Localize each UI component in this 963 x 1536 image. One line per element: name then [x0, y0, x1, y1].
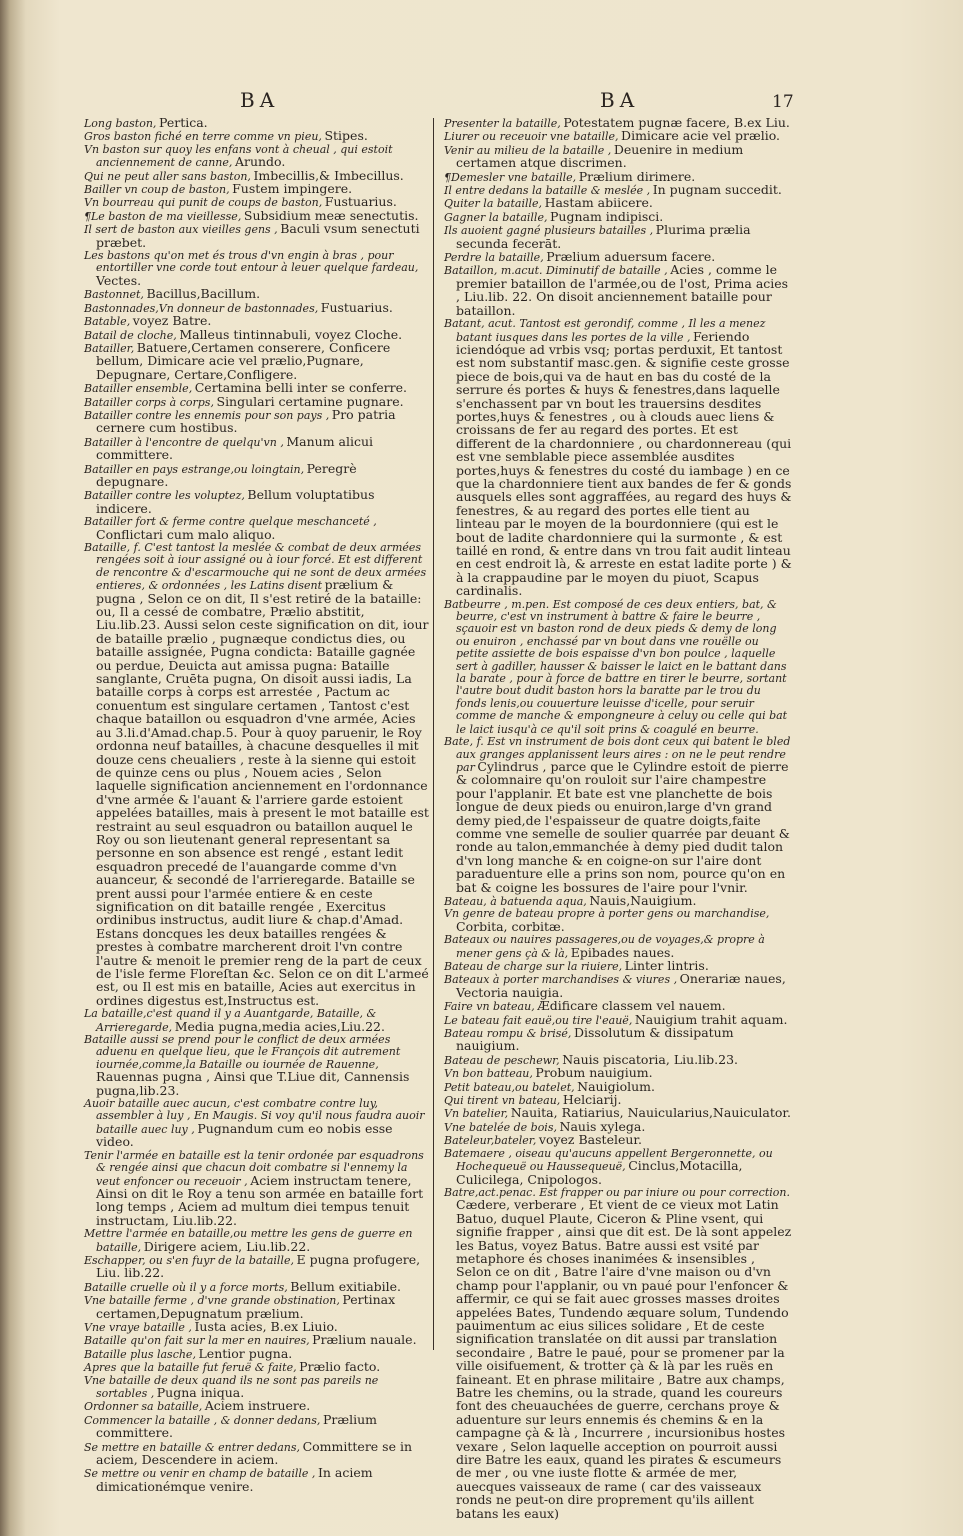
- entry-latin: Cinclus,Motacilla, Culicilega, Cnipologos.: [456, 1158, 743, 1187]
- dictionary-entry: [84, 1034, 429, 1098]
- entry-french: Quiter la bataille,: [444, 197, 543, 211]
- entry-latin: Prælium dirimere.: [578, 168, 696, 184]
- entry-latin: Batuere,Certamen conserere, Conficere bellum, Dimicare acie vel prælio,Pugnare, Depugnare, Certare,Confligere.: [96, 339, 391, 382]
- entry-french: Vn genre de bateau propre à porter gens ou marchandise,: [444, 907, 770, 921]
- entry-latin: Acies , comme le premier bataillon de l'armée,ou de l'ost, Prima acies , Liu.lib. 22. On disoit anciennement bataille pour bataillon.: [456, 262, 789, 318]
- dictionary-entry: [444, 141, 792, 171]
- entry-french: Liurer ou receuoir vne bataille,: [444, 130, 619, 144]
- entry-french: Bateau rompu & brisé,: [444, 1027, 572, 1041]
- entry-latin: Pugnam indipisci.: [550, 208, 664, 224]
- dictionary-entry: [84, 1150, 429, 1228]
- entry-latin: Nauis xylega.: [559, 1118, 646, 1134]
- dictionary-entry: [84, 1467, 429, 1494]
- entry-latin: Lentior pugna.: [198, 1345, 293, 1361]
- dictionary-entry: [84, 223, 429, 250]
- entry-french: Batailler contre les ennemis pour son pays ,: [84, 408, 330, 422]
- entry-french: Se mettre en bataille & entrer dedans,: [84, 1440, 301, 1454]
- entry-french: Bataille aussi se prend pour le conflict de deux armées aduenu en quelque lieu, que le François dit autrement iournée,comme,la Bataille ou iournée de Rauenne,: [84, 1033, 401, 1071]
- dictionary-entry: [84, 1411, 429, 1441]
- entry-french: Vne bataille de deux quand ils ne sont pas pareils ne sortables ,: [84, 1373, 379, 1400]
- entry-latin: Manum alicui committere.: [96, 433, 374, 463]
- entry-french: Bateau, à batuenda aqua,: [444, 894, 587, 908]
- entry-latin: Bellum voluptatibus indicere.: [96, 487, 375, 516]
- entry-french: Commencer la bataille , & donner dedans,: [84, 1413, 321, 1427]
- entry-latin: Baculi vsum senectuti præbet.: [96, 221, 420, 250]
- entry-latin: Stipes.: [324, 128, 368, 144]
- entry-latin: Fustuarius.: [320, 299, 393, 315]
- entry-latin: Pro patria cernere cum hostibus.: [96, 406, 396, 436]
- entry-french: Batailler ensemble,: [84, 382, 193, 396]
- entry-latin: Ædificare classem vel nauem.: [537, 998, 726, 1014]
- entry-latin: Rauennas pugna , Ainsi que T.Liue dit, Cannensis pugna,lib.23.: [96, 1069, 410, 1098]
- entry-latin: Prælium nauale.: [312, 1332, 417, 1348]
- entry-french: Mettre l'armée en bataille,ou mettre les gens de guerre en bataille,: [84, 1227, 413, 1254]
- entry-latin: Helciarij.: [562, 1092, 622, 1108]
- entry-latin: Subsidium meæ senectutis.: [243, 207, 419, 223]
- dictionary-entry: [84, 1361, 429, 1374]
- entry-latin: Prælio facto.: [299, 1359, 381, 1375]
- entry-latin: Pertica.: [158, 115, 208, 130]
- entry-latin: Aciem instructam tenere, Ainsi on dit le Roy a tenu son armée en bataille fort long temps , Aciem ad multum diei tempus tenuit instructam, Liu.lib.22.: [96, 1172, 424, 1228]
- entry-french: Batailler fort & ferme contre quelque meschanceté ,: [84, 515, 377, 529]
- entry-french: Bataille, f. C'est tantost la meslée & combat de deux armées rengées soit à iour assigné ou à iour forcé. Et est different de rencontre & d'escarmouche qui ne sont de deux armées entieres, & ordonnées , les Latins disent: [84, 541, 427, 593]
- entry-french: Presenter la bataille,: [444, 117, 561, 130]
- entry-french: Petit bateau,ou batelet,: [444, 1080, 575, 1094]
- entry-latin: Linter lintris.: [624, 958, 709, 973]
- entry-latin: Prælium aduersum facere.: [546, 249, 716, 265]
- dictionary-entry: [444, 1027, 792, 1054]
- dictionary-entry: [84, 460, 429, 490]
- entry-latin: Dirigere aciem, Liu.lib.22.: [143, 1238, 311, 1254]
- entry-latin: Fustem impingere.: [232, 181, 353, 197]
- entry-latin: Certamina belli inter se conferre.: [194, 380, 407, 396]
- entry-french: Le bateau fait eauë,ou tire l'eauë,: [444, 1013, 633, 1027]
- entry-french: Perdre la bataille,: [444, 251, 544, 265]
- entry-latin: Nauis,Nauigium.: [589, 892, 697, 908]
- entry-latin: Nauigiolum.: [577, 1078, 656, 1094]
- dictionary-entry: [84, 1228, 429, 1254]
- entry-french: Bataille plus lasche,: [84, 1347, 196, 1361]
- dictionary-entry: [444, 973, 792, 1000]
- dictionary-entry: [84, 130, 429, 143]
- dictionary-entry: [84, 1294, 429, 1321]
- entry-latin: Bellum exitiabile.: [290, 1278, 402, 1294]
- entry-french: ¶Demesler vne bataille,: [444, 170, 577, 184]
- dictionary-entry: [84, 1438, 429, 1468]
- entry-latin: Peregrè depugnare.: [96, 460, 357, 489]
- dictionary-entry: [444, 934, 792, 960]
- entry-french: Qui tirent vn bateau,: [444, 1094, 561, 1108]
- entry-french: Bateaux ou nauires passageres,ou de voyages,& propre à mener gens çà & là,: [444, 933, 765, 960]
- entry-latin: Dimicare acie vel prælio.: [621, 128, 780, 144]
- dictionary-entry: [444, 224, 792, 251]
- dictionary-entry: [444, 1148, 792, 1187]
- entry-french: Ordonner sa bataille,: [84, 1400, 203, 1414]
- entry-latin: Nauigium trahit aquam.: [634, 1011, 788, 1027]
- entry-french: Vne batelée de bois,: [444, 1120, 557, 1134]
- entry-french: Bataille cruelle où il y a force morts,: [84, 1280, 288, 1294]
- entry-latin: Onerariæ naues, Vectoria nauigia.: [456, 971, 786, 1000]
- entry-latin: Iusta acies, B.ex Liuio.: [194, 1318, 338, 1334]
- entry-latin: Pugna iniqua.: [156, 1385, 245, 1400]
- entry-french: Eschapper, ou s'en fuyr de la bataille,: [84, 1253, 294, 1267]
- entry-latin: Potestatem pugnæ facere, B.ex Liu.: [563, 115, 790, 130]
- dictionary-entry: [84, 339, 429, 382]
- running-head-right: BA: [600, 88, 640, 112]
- dictionary-entry: [444, 908, 792, 934]
- entry-latin: Nauita, Ratiarius, Nauicularius,Nauiculator.: [510, 1105, 791, 1121]
- entry-latin: Cylindrus , parce que le Cylindre estoit de pierre & colomnaire qu'on rouloit sur l'aire champestre pour l'applanir. Et bate est vne planchette de bois longue de deux pieds ou enuiron,large d'vn grand demy pied,de l'espaisseur de quatre doigts,faite comme vne semelle de soulier quarrée par deuant & ronde au talon,emmanchée à demy pied dudit talon d'vn long manche & en coigne-on sur l'aire dont paraduenture elle a prins son nom, pource qu'on en bat & coigne les bossures de l'aire pour l'vnir.: [456, 758, 790, 895]
- dictionary-entry: [84, 144, 429, 170]
- dictionary-entry: [84, 1098, 429, 1150]
- entry-latin: Vectes.: [96, 272, 142, 288]
- running-head-left: BA: [240, 88, 280, 112]
- entry-french: Il sert de baston aux vieilles gens ,: [84, 223, 278, 237]
- entry-french: Batable,: [84, 315, 131, 329]
- dictionary-entry: [444, 599, 792, 736]
- dictionary-entry: [84, 1008, 429, 1034]
- entry-latin: prælium & pugna , Selon ce on dit, Il s'est retiré de la bataille: ou, Il a cessé de combatre, Prælio abstitit, Liu.lib.23. Aussi selon ceste signification on dit, iour de bataille prælio , pugnæque condictus dies, ou bataille assignée, Pugna condicta: Bataille gagnée ou perdue, Deuicta aut amissa pugna: Bataille sanglante, Cruēta pugna, On disoit aussi iadis, La bataille corps à corps est arrestée , Pactum ac conuentum est singulare certamen , Tantost c'est chaque bataillon ou esquadron d'vne armée, Acies au 3.li.d'Amad.chap.5. Pour à quoy paruenir, le Roy ordonna neuf batailles, à chacune desquelles il mit douze cens cheualiers , reste à la sienne qui estoit de quinze cens ou plus , Nouem acies , Selon laquelle signification anciennement en l'ordonnance d'vne armée & l'auant & l'arriere garde estoient appelées batailles, mais à present le mot bataille est restraint au seul esquadron ou bataillon auquel le Roy ou son lieutenant general representant sa personne en son absence est rengé , estant ledit esquadron precedé de l'auangarde comme d'vn auanceur, & secondé de l'arrieregarde. Bataille se prent aussi pour l'armée entiere & en ceste signification on dit bataille rengée , Exercitus ordinibus instructus, audit liure & chap.d'Amad. Estans doncques les deux batailles rengées & prestes à combatre marcherent droit l'vn contre l'autre & menoit le premier reng de la part de ceux de l'isle ferme Floreſtan &c. Selon ce on dit L'armeé est, ou Il est mis en bataille, Acies aut exercitus in ordines digestus est,Instructus est.: [96, 577, 429, 1008]
- dictionary-entry: [444, 736, 792, 895]
- dictionary-entry: [444, 264, 792, 318]
- entry-french: Venir au milieu de la bataille ,: [444, 143, 612, 157]
- dictionary-entry: [444, 1134, 792, 1147]
- dictionary-entry: [84, 1375, 429, 1401]
- dictionary-entry: [84, 117, 429, 130]
- dictionary-entry: [84, 406, 429, 436]
- entry-latin: voyez Batre.: [132, 313, 212, 329]
- dictionary-entry: [84, 1251, 429, 1281]
- entry-latin: In pugnam succedit.: [652, 182, 782, 198]
- right-column: [444, 117, 792, 1521]
- entry-french: Gagner la bataille,: [444, 210, 548, 224]
- entry-french: Batailler corps à corps,: [84, 395, 214, 409]
- entry-french: Batailler contre les voluptez,: [84, 489, 245, 503]
- entry-french: ¶Le baston de ma vieillesse,: [84, 209, 242, 223]
- entry-french: Se mettre ou venir en champ de bataille ,: [84, 1467, 316, 1481]
- entry-french: Il entre dedans la bataille & meslée ,: [444, 184, 651, 198]
- entry-latin: In aciem dimicationémque venire.: [96, 1465, 373, 1494]
- column-divider: [433, 118, 434, 1350]
- entry-french: Bateleur,bateler,: [444, 1134, 537, 1148]
- entry-latin: Committere se in aciem, Descendere in aciem.: [96, 1438, 412, 1468]
- entry-latin: Dissolutum & dissipatum nauigium.: [456, 1025, 734, 1054]
- entry-french: Tenir l'armée en bataille est la tenir ordonée par esquadrons & rengée ainsi que chacun doit combatre si l'ennemy la veut enfoncer ou receuoir ,: [84, 1148, 424, 1188]
- entry-french: Bataille qu'on fait sur la mer en nauires,: [84, 1334, 310, 1348]
- entry-french: Bateaux à porter marchandises & viures ,: [444, 973, 678, 987]
- dictionary-entry: [84, 489, 429, 516]
- entry-latin: Conflictari cum malo aliquo.: [96, 526, 276, 542]
- entry-latin: Epibades naues.: [570, 944, 675, 960]
- dictionary-entry: [84, 433, 429, 463]
- entry-french: Auoir bataille auec aucun, c'est combatre contre luy, assembler à luy , En Maugis. Si voy qu'il nous faudra auoir bataille auec luy ,: [84, 1097, 425, 1136]
- entry-french: Apres que la bataille fut feruë & faite,: [84, 1361, 297, 1375]
- entry-french: Bailler vn coup de baston,: [84, 183, 230, 197]
- entry-french: Bateau de peschewr,: [444, 1053, 560, 1067]
- entry-latin: Aciem instruere.: [204, 1398, 311, 1414]
- entry-french: Long baston,: [84, 117, 157, 130]
- entry-latin: Prælium committere.: [96, 1411, 377, 1441]
- page-number: 17: [772, 92, 794, 112]
- entry-latin: voyez Basteleur.: [538, 1132, 642, 1148]
- entry-latin: Fustuarius.: [324, 194, 397, 210]
- entry-french: Vn baston sur quoy les enfans vont à cheual , qui estoit anciennement de canne,: [84, 142, 393, 170]
- entry-french: Batailler à l'encontre de quelqu'vn ,: [84, 435, 284, 449]
- entry-latin: Cædere, verberare , Et vient de ce vieux mot Latin Batuo, duquel Plaute, Ciceron & Pline vsent, qui signifie frapper , ainsi que dit est. De là sont appelez les Batus, voyez Batus. Batre aussi est vsité par metaphore és choses inanimées & insensibles , Selon ce on dit , Batre l'aire d'vne maison ou d'vn champ pour l'applanir, ou vn paué pour l'enfoncer & affermir, ce qui se fait auec grosses masses droites appelées Bates, Tundendo æquare solum, Tundendo pauimentum ac eius silices solidare , Et de ceste signification translatée on dit aussi par translation secondaire , Batre le paué, pour se promener par la ville oisifuement, & trotter çà & là par les ruës en faineant. Et en phrase militaire , Batre aux champs, Batre les chemins, ou la strade, quand les coureurs font des cheuauchées de guerre, cerchans proye & aduenture sur leurs ennemis és chemins & en la campagne çà & là , Incurrere , incursionibus hostes vexare , Selon laquelle acception on pourroit aussi dire Batre les eaux, quand les pirates & escumeurs de mer , ou vne iuste flotte & armée de mer, auecques vaisseaux de rame ( car des vaisseaux ronds ne peut-on dire proprement qu'ils aillent batans les eaux): [456, 1197, 792, 1521]
- entry-french: Bastonnades,Vn donneur de bastonnades,: [84, 301, 319, 315]
- entry-latin: Imbecillis,& Imbecillus.: [253, 167, 404, 183]
- left-column: [84, 117, 429, 1494]
- entry-french: Vn bourreau qui punit de coups de baston,: [84, 196, 323, 210]
- entry-french: Faire vn bateau,: [444, 1000, 535, 1014]
- entry-french: Bate, f. Est vn instrument de bois dont ceux qui batent le bled aux granges applanissent leurs aires : on ne le peut rendre par: [444, 735, 791, 774]
- entry-latin: Deuenire in medium certamen atque discrimen.: [456, 141, 744, 171]
- entry-french: Batre,act.penac. Est frapper ou par iniure ou pour correction.: [444, 1185, 790, 1199]
- entry-french: Vn batelier,: [444, 1107, 509, 1121]
- entry-latin: Feriendo iciendóque ad vrbis vsq; portas perduxit, Et tantost est nom substantif masc.gen. & signifie ceste grosse piece de bois,qui va de haut en bas du costé de la serrure és portes & huys & fenestres,dans laquelle s'enchassent par vn bout les trauersins desdites portes,huys & fenestres , ou à clouds auec liens & croissans de fer au regard des portes. Et est different de la chardonniere , ou chardonnereau (qui est vne semblable piece assemblée ausdites portes,huys & fenestres du costé du iambage ) en ce que la chardonniere tient aux bandes de fer & gonds ausquels elles sont aggraffées, au regard des huys & fenestres, & au regard des portes elle tient au linteau par le moyen de la bourdonniere (qui est le bout de ladite chardonniere qui la surmonte , & est taillé en rond, & entre dans vn trou fait audit linteau en cest endroit là, & arreste en estat ladite porte ) & à la crappaudine par le moyen du piuot, Scapus cardinalis.: [456, 328, 792, 599]
- entry-french: Vne bataille ferme , d'vne grande obstination,: [84, 1294, 340, 1308]
- entry-french: Vn bon batteau,: [444, 1067, 533, 1081]
- entry-latin: Media pugna,media acies,Liu.22.: [174, 1018, 385, 1034]
- entry-french: Ils auoient gagné plusieurs batailles ,: [444, 224, 654, 238]
- entry-latin: Hastam abiicere.: [544, 195, 653, 211]
- entry-latin: Nauis piscatoria, Liu.lib.23.: [562, 1051, 739, 1067]
- entry-french: Les bastons qu'on met és trous d'vn engin à bras , pour entortiller vne corde tout entour à leuer quelque fardeau,: [84, 249, 419, 275]
- entry-french: Batbeurre , m.pen. Est composé de ces deux entiers, bat, & beurre, c'est vn instrument à battre & faire le beurre , sçauoir est vn baston rond de deux pieds & demy de long ou enuiron , enchassé par vn bout dans vne rouëlle ou petite assiette de bois espaisse d'vn bon poulce , laquelle sert à gadiller, hausser & baisser le laict en le battant dans la barate , pour à force de battre en tirer le beurre, sortant l'autre bout dudit baston hors la baratte par le trou du fonds lenis,ou couuerture leuisse d'icelle, pour seruir comme de manche & empongneure à celuy ou celle qui bat le laict iusqu'à ce qu'il soit prins & coagulé en beurre.: [444, 597, 788, 736]
- entry-latin: Pugnandum cum eo nobis esse video.: [96, 1120, 393, 1150]
- dictionary-entry: [84, 542, 429, 1008]
- entry-latin: Probum nauigium.: [535, 1065, 653, 1081]
- entry-latin: Singulari certamine pugnare.: [216, 393, 404, 409]
- entry-french: Bastonnet,: [84, 288, 144, 302]
- entry-latin: E pugna profugere, Liu. lib.22.: [96, 1251, 421, 1281]
- entry-latin: Arundo.: [234, 154, 286, 170]
- dictionary-entry: [84, 1400, 429, 1413]
- entry-latin: Corbita, corbitæ.: [456, 918, 565, 934]
- entry-latin: Bacillus,Bacillum.: [146, 286, 261, 302]
- dictionary-entry: [444, 892, 792, 908]
- entry-latin: Malleus tintinnabuli, voyez Cloche.: [179, 326, 403, 342]
- entry-french: Qui ne peut aller sans baston,: [84, 169, 251, 183]
- entry-latin: Plurima prælia secunda fecerāt.: [456, 222, 751, 251]
- entry-french: Gros baston fiché en terre comme vn pieu,: [84, 130, 322, 144]
- entry-french: La bataille,c'est quand il y a Auantgarde, Bataille, & Arrieregarde,: [84, 1007, 377, 1034]
- dictionary-entry: [444, 318, 792, 599]
- entry-french: Bateau de charge sur la riuiere,: [444, 960, 623, 973]
- entry-french: Vne vraye bataille ,: [84, 1320, 192, 1334]
- dictionary-entry: [444, 1187, 792, 1521]
- entry-latin: Pertinax certamen,Depugnatum prælium.: [96, 1292, 396, 1321]
- dictionary-entry: [84, 250, 429, 288]
- entry-french: Batailler,: [84, 341, 135, 355]
- entry-french: Batant, acut. Tantost est gerondif, comme , Il les a menez batant iusques dans les portes de la ville ,: [444, 317, 766, 344]
- entry-french: Batail de cloche,: [84, 328, 177, 342]
- entry-french: Bataillon, m.acut. Diminutif de bataille ,: [444, 264, 668, 278]
- dictionary-entry: [84, 516, 429, 542]
- entry-french: Batailler en pays estrange,ou loingtain,: [84, 462, 305, 476]
- entry-french: Batemaere , oiseau qu'aucuns appellent Bergeronnette, ou Hochequeuë ou Haussequeuë,: [444, 1146, 773, 1174]
